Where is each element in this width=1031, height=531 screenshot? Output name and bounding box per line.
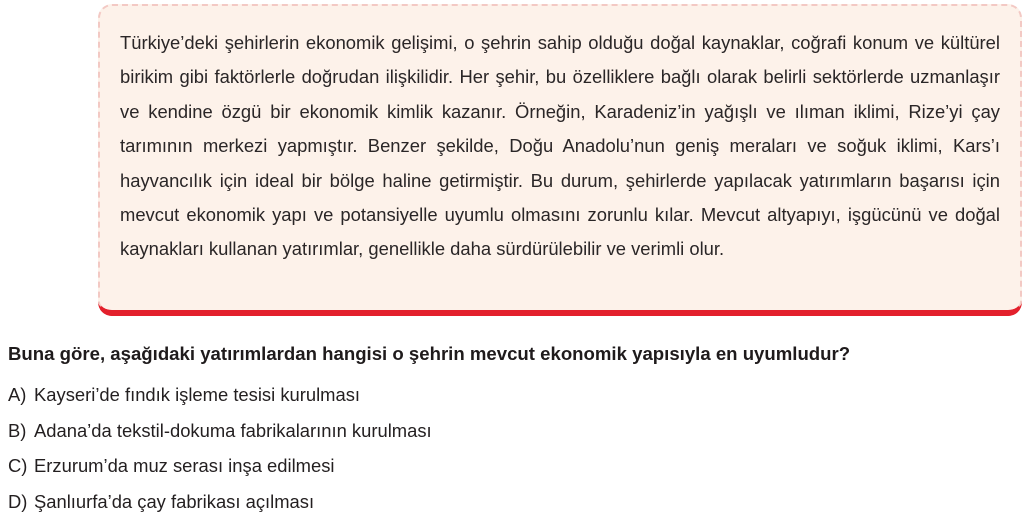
passage-box [98, 4, 1022, 316]
question-stem: Buna göre, aşağıdaki yatırımlardan hangisi o şehrin mevcut ekonomik yapısıyla en uyumludur? [8, 343, 851, 364]
option-text: Erzurum’da muz serası inşa edilmesi [34, 455, 335, 477]
passage-text: Türkiye’deki şehirlerin ekonomik gelişimi, o şehrin sahip olduğu doğal kaynaklar, coğrafi konum ve kültürel birikim gibi faktörlerle doğrudan ilişkilidir. Her şehir, bu özelliklere bağlı olarak belirli sektörlerde uzmanlaşır ve kendine özgü bir ekonomik kimlik kazanır. Örneğin, Karadeniz’in yağışlı ve ılıman iklimi, Rize’yi çay tarımının merkezi yapmıştır. Benzer şekilde, Doğu Anadolu’nun geniş meraları ve soğuk iklimi, Kars’ı hayvancılık için ideal bir bölge haline getirmiştir. Bu durum, şehirlerde yapılacak yatırımların başarısı için mevcut ekonomik yapı ve potansiyelle uyumlu olmasını zorunlu kılar. Mevcut altyapıyı, işgücünü ve doğal kaynakları kullanan yatırımlar, genellikle daha sürdürülebilir ve verimli olur. [120, 32, 1000, 260]
option-letter: A) [8, 384, 27, 405]
option-a[interactable] [8, 383, 432, 419]
option-b[interactable] [8, 419, 432, 455]
option-d[interactable] [8, 490, 432, 526]
option-text: Kayseri’de fındık işleme tesisi kurulması [34, 384, 361, 405]
option-letter: B) [8, 419, 27, 441]
option-text: Adana’da tekstil-dokuma fabrikalarının kurulması [34, 419, 432, 441]
answer-options [8, 383, 432, 526]
option-c[interactable] [8, 454, 432, 490]
option-letter: D) [8, 491, 28, 513]
option-text: Şanlıurfa’da çay fabrikası açılması [34, 491, 315, 513]
option-letter: C) [8, 455, 28, 477]
